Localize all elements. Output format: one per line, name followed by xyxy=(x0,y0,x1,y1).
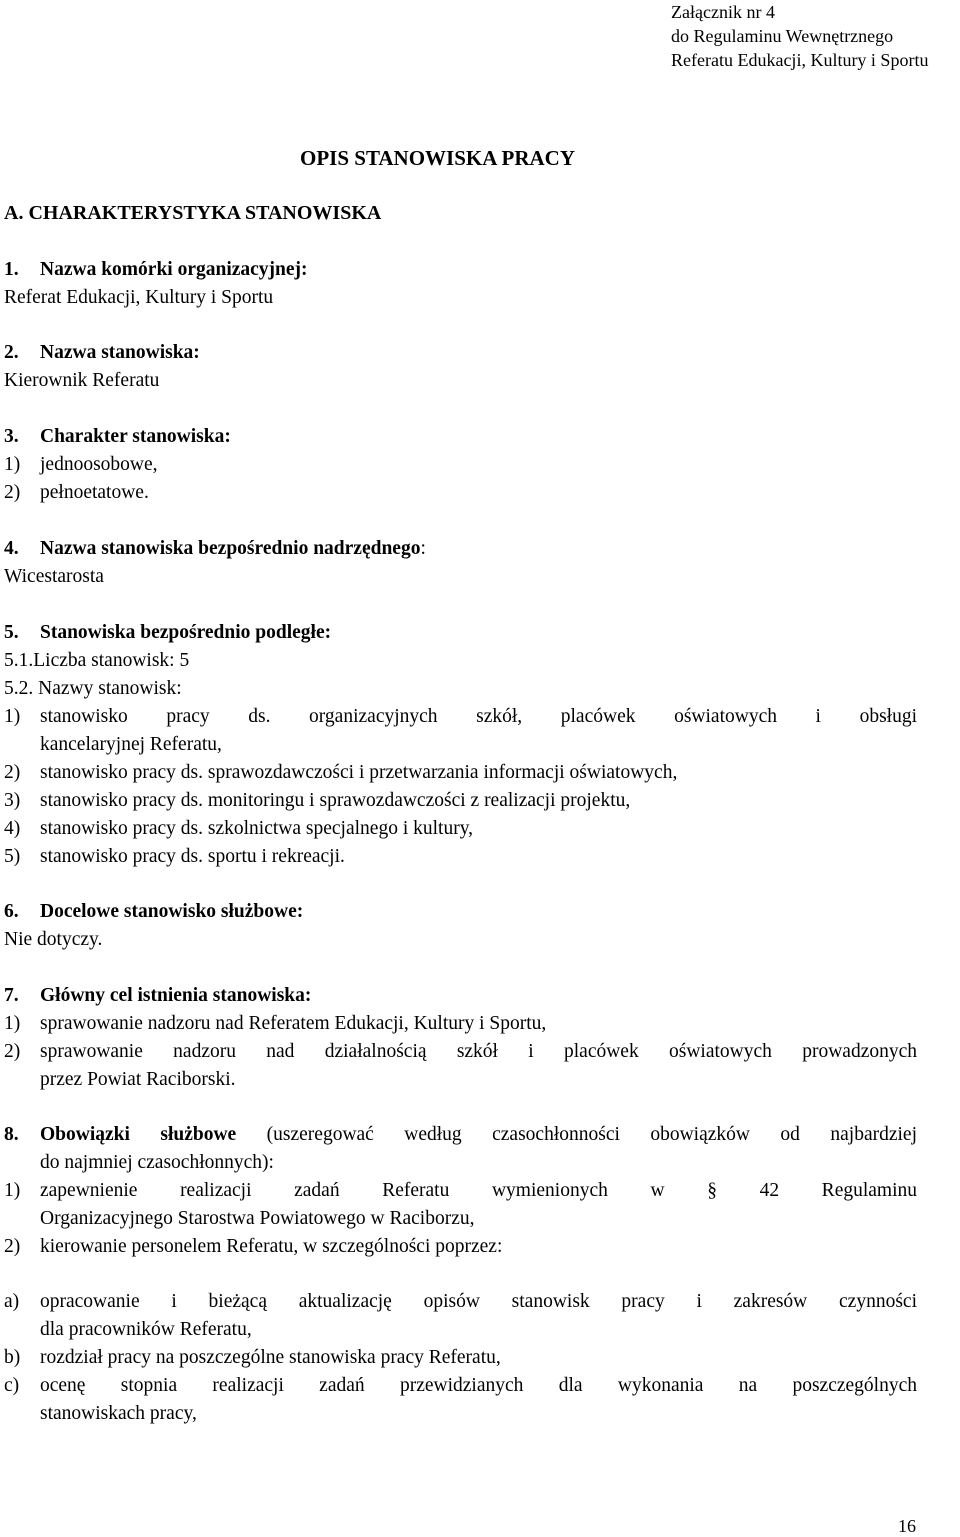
document-title: OPIS STANOWISKA PRACY xyxy=(300,146,575,170)
list-item-text xyxy=(40,1177,917,1205)
list-item-number: 2) xyxy=(4,482,21,503)
list-item-number: 2) xyxy=(4,762,21,783)
section-4-value: Wicestarosta xyxy=(4,566,104,587)
section-1-title: Nazwa komórki organizacyjnej: xyxy=(40,259,308,280)
list-item-number: 1) xyxy=(4,454,21,475)
section-3-title: Charakter stanowiska: xyxy=(40,426,231,447)
section-8-title: Obowiązki służbowe xyxy=(40,1124,237,1145)
list-item-text: opracowanie i bieżącą aktualizację opisów stanowisk pracy i zakresów czynności xyxy=(40,1291,917,1312)
annex-line-2: do Regulaminu Wewnętrznego xyxy=(671,26,894,46)
section-8-intro-text: do najmniej czasochłonnych): xyxy=(40,1152,274,1173)
section-sign: § xyxy=(707,1180,717,1201)
list-item-text: stanowisko pracy ds. organizacyjnych szkół, placówek oświatowych i obsługi xyxy=(40,706,917,727)
list-item-text: kierowanie personelem Referatu, w szczególności poprzez: xyxy=(40,1236,503,1257)
section-2-title: Nazwa stanowiska: xyxy=(40,342,200,363)
section-5-number: 5. xyxy=(4,622,19,643)
section-4-colon: : xyxy=(420,538,426,559)
section-8-intro xyxy=(40,1121,917,1149)
section-5-title: Stanowiska bezpośrednio podległe: xyxy=(40,622,332,643)
section-5-count: 5.1.Liczba stanowisk: 5 xyxy=(4,650,190,671)
annex-header xyxy=(671,0,928,72)
list-item-letter: c) xyxy=(4,1375,20,1396)
list-item-text: stanowisko pracy ds. monitoringu i sprawozdawczości z realizacji projektu, xyxy=(40,790,631,811)
list-item-number: 1) xyxy=(4,706,21,727)
section-3-number: 3. xyxy=(4,426,19,447)
section-2-number: 2. xyxy=(4,342,19,363)
list-item-text: Organizacyjnego Starostwa Powiatowego w Raciborzu, xyxy=(40,1208,475,1229)
section-6-title: Docelowe stanowisko służbowe: xyxy=(40,901,304,922)
list-item-text: przez Powiat Raciborski. xyxy=(40,1069,236,1090)
page-number: 16 xyxy=(898,1516,916,1536)
list-item-text: sprawowanie nadzoru nad działalnością szkół i placówek oświatowych prowadzonych xyxy=(40,1041,917,1062)
list-item-text: dla pracowników Referatu, xyxy=(40,1319,252,1340)
section-7-number: 7. xyxy=(4,985,19,1006)
section-2-value: Kierownik Referatu xyxy=(4,370,160,391)
list-item-number: 4) xyxy=(4,818,21,839)
section-8-number: 8. xyxy=(4,1124,19,1145)
list-item-text: rozdział pracy na poszczególne stanowiska pracy Referatu, xyxy=(40,1347,501,1368)
list-item-number: 2) xyxy=(4,1041,21,1062)
section-8-intro-text: (uszeregować według czasochłonności obowiązków od najbardziej xyxy=(236,1124,917,1145)
annex-line-1: Załącznik nr 4 xyxy=(671,2,775,22)
list-item-text: stanowisko pracy ds. sprawozdawczości i przetwarzania informacji oświatowych, xyxy=(40,762,678,783)
section-a-heading: A. CHARAKTERYSTYKA STANOWISKA xyxy=(4,202,382,224)
section-4-number: 4. xyxy=(4,538,19,559)
list-item-number: 2) xyxy=(4,1236,21,1257)
section-6-value: Nie dotyczy. xyxy=(4,929,103,950)
list-item-letter: b) xyxy=(4,1347,21,1368)
list-item-text: jednoosobowe, xyxy=(40,454,158,475)
list-item-text: stanowiskach pracy, xyxy=(40,1403,197,1424)
list-item-text: ocenę stopnia realizacji zadań przewidzianych dla wykonania na poszczególnych xyxy=(40,1375,917,1396)
list-item-text: sprawowanie nadzoru nad Referatem Edukacji, Kultury i Sportu, xyxy=(40,1013,547,1034)
list-item-number: 1) xyxy=(4,1180,21,1201)
section-1-value: Referat Edukacji, Kultury i Sportu xyxy=(4,287,274,308)
annex-line-3: Referatu Edukacji, Kultury i Sportu xyxy=(671,50,929,70)
list-item-number: 5) xyxy=(4,846,21,867)
section-7-title: Główny cel istnienia stanowiska: xyxy=(40,985,312,1006)
section-4-title: Nazwa stanowiska bezpośrednio nadrzędnego xyxy=(40,538,421,559)
section-1-number: 1. xyxy=(4,259,19,280)
list-item-text-part: 42 Regulaminu xyxy=(759,1180,918,1201)
list-item-text: stanowisko pracy ds. szkolnictwa specjalnego i kultury, xyxy=(40,818,474,839)
list-item-text: pełnoetatowe. xyxy=(40,482,149,503)
list-item-text: kancelaryjnej Referatu, xyxy=(40,734,222,755)
list-item-letter: a) xyxy=(4,1291,20,1312)
section-6-number: 6. xyxy=(4,901,19,922)
list-item-number: 3) xyxy=(4,790,21,811)
list-item-text: stanowisko pracy ds. sportu i rekreacji. xyxy=(40,846,345,867)
section-5-names-heading: 5.2. Nazwy stanowisk: xyxy=(4,678,182,699)
list-item-number: 1) xyxy=(4,1013,21,1034)
list-item-text-part: zapewnienie realizacji zadań Referatu wymienionych w xyxy=(40,1180,665,1201)
